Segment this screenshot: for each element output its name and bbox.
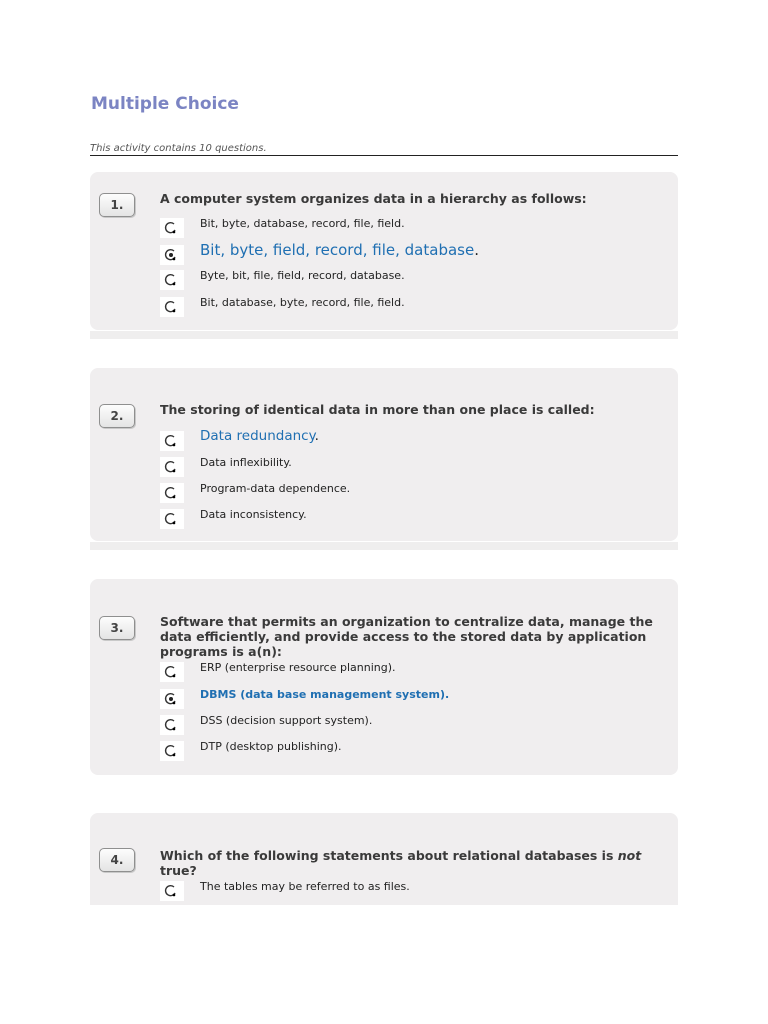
radio-button[interactable] [160,881,184,901]
answer-option[interactable] [160,295,660,315]
option-label: Bit, byte, database, record, file, field. [200,217,405,230]
question-card-1 [90,172,678,330]
option-label: Byte, bit, file, field, record, database. [200,269,405,282]
option-label: The tables may be referred to as files. [200,880,410,893]
radio-button[interactable] [160,218,184,238]
question-card-3 [90,579,678,775]
card-divider [90,331,678,339]
activity-intro: This activity contains 10 questions. [90,143,678,156]
emphasis-text: not [617,848,642,863]
radio-button[interactable] [160,297,184,317]
answer-option[interactable] [160,879,660,899]
answer-option[interactable] [160,507,660,527]
option-label-highlighted: Data redundancy. [200,428,319,444]
question-text: Software that permits an organization to centralize data, manage the data efficiently, and provide access to the stored data by application programs is a(n): [160,614,653,659]
answer-option[interactable] [160,660,660,680]
question-card-4 [90,813,678,905]
question-number: 3. [99,616,135,640]
option-label: DTP (desktop publishing). [200,740,342,753]
answer-option[interactable] [160,216,660,236]
question-number: 1. [99,193,135,217]
radio-button[interactable] [160,457,184,477]
radio-button[interactable] [160,270,184,290]
answer-option-selected[interactable] [160,687,660,707]
option-label: Data inconsistency. [200,508,307,521]
question-text: The storing of identical data in more than one place is called: [160,402,595,417]
radio-button[interactable] [160,431,184,451]
radio-button[interactable] [160,662,184,682]
answer-option[interactable] [160,429,660,449]
question-text: A computer system organizes data in a hierarchy as follows: [160,191,587,206]
radio-button[interactable] [160,715,184,735]
option-label: Program-data dependence. [200,482,351,495]
option-label-selected: Bit, byte, field, record, file, database. [200,241,479,259]
answer-option[interactable] [160,481,660,501]
option-label: Data inflexibility. [200,456,292,469]
radio-button[interactable] [160,741,184,761]
card-divider [90,542,678,550]
page-title: Multiple Choice [91,94,239,114]
answer-option[interactable] [160,268,660,288]
radio-button[interactable] [160,483,184,503]
answer-option[interactable] [160,455,660,475]
answer-option[interactable] [160,739,660,759]
question-card-2 [90,368,678,541]
radio-button[interactable] [160,509,184,529]
question-text: Which of the following statements about relational databases is not true? [160,848,642,878]
option-label: DSS (decision support system). [200,714,373,727]
option-label-selected: DBMS (data base management system). [200,688,450,701]
question-number: 2. [99,404,135,428]
option-label: Bit, database, byte, record, file, field. [200,296,405,309]
option-label: ERP (enterprise resource planning). [200,661,396,674]
radio-button-checked[interactable] [160,689,184,709]
question-number: 4. [99,848,135,872]
answer-option-selected[interactable] [160,243,660,263]
answer-option[interactable] [160,713,660,733]
radio-button-checked[interactable] [160,245,184,265]
